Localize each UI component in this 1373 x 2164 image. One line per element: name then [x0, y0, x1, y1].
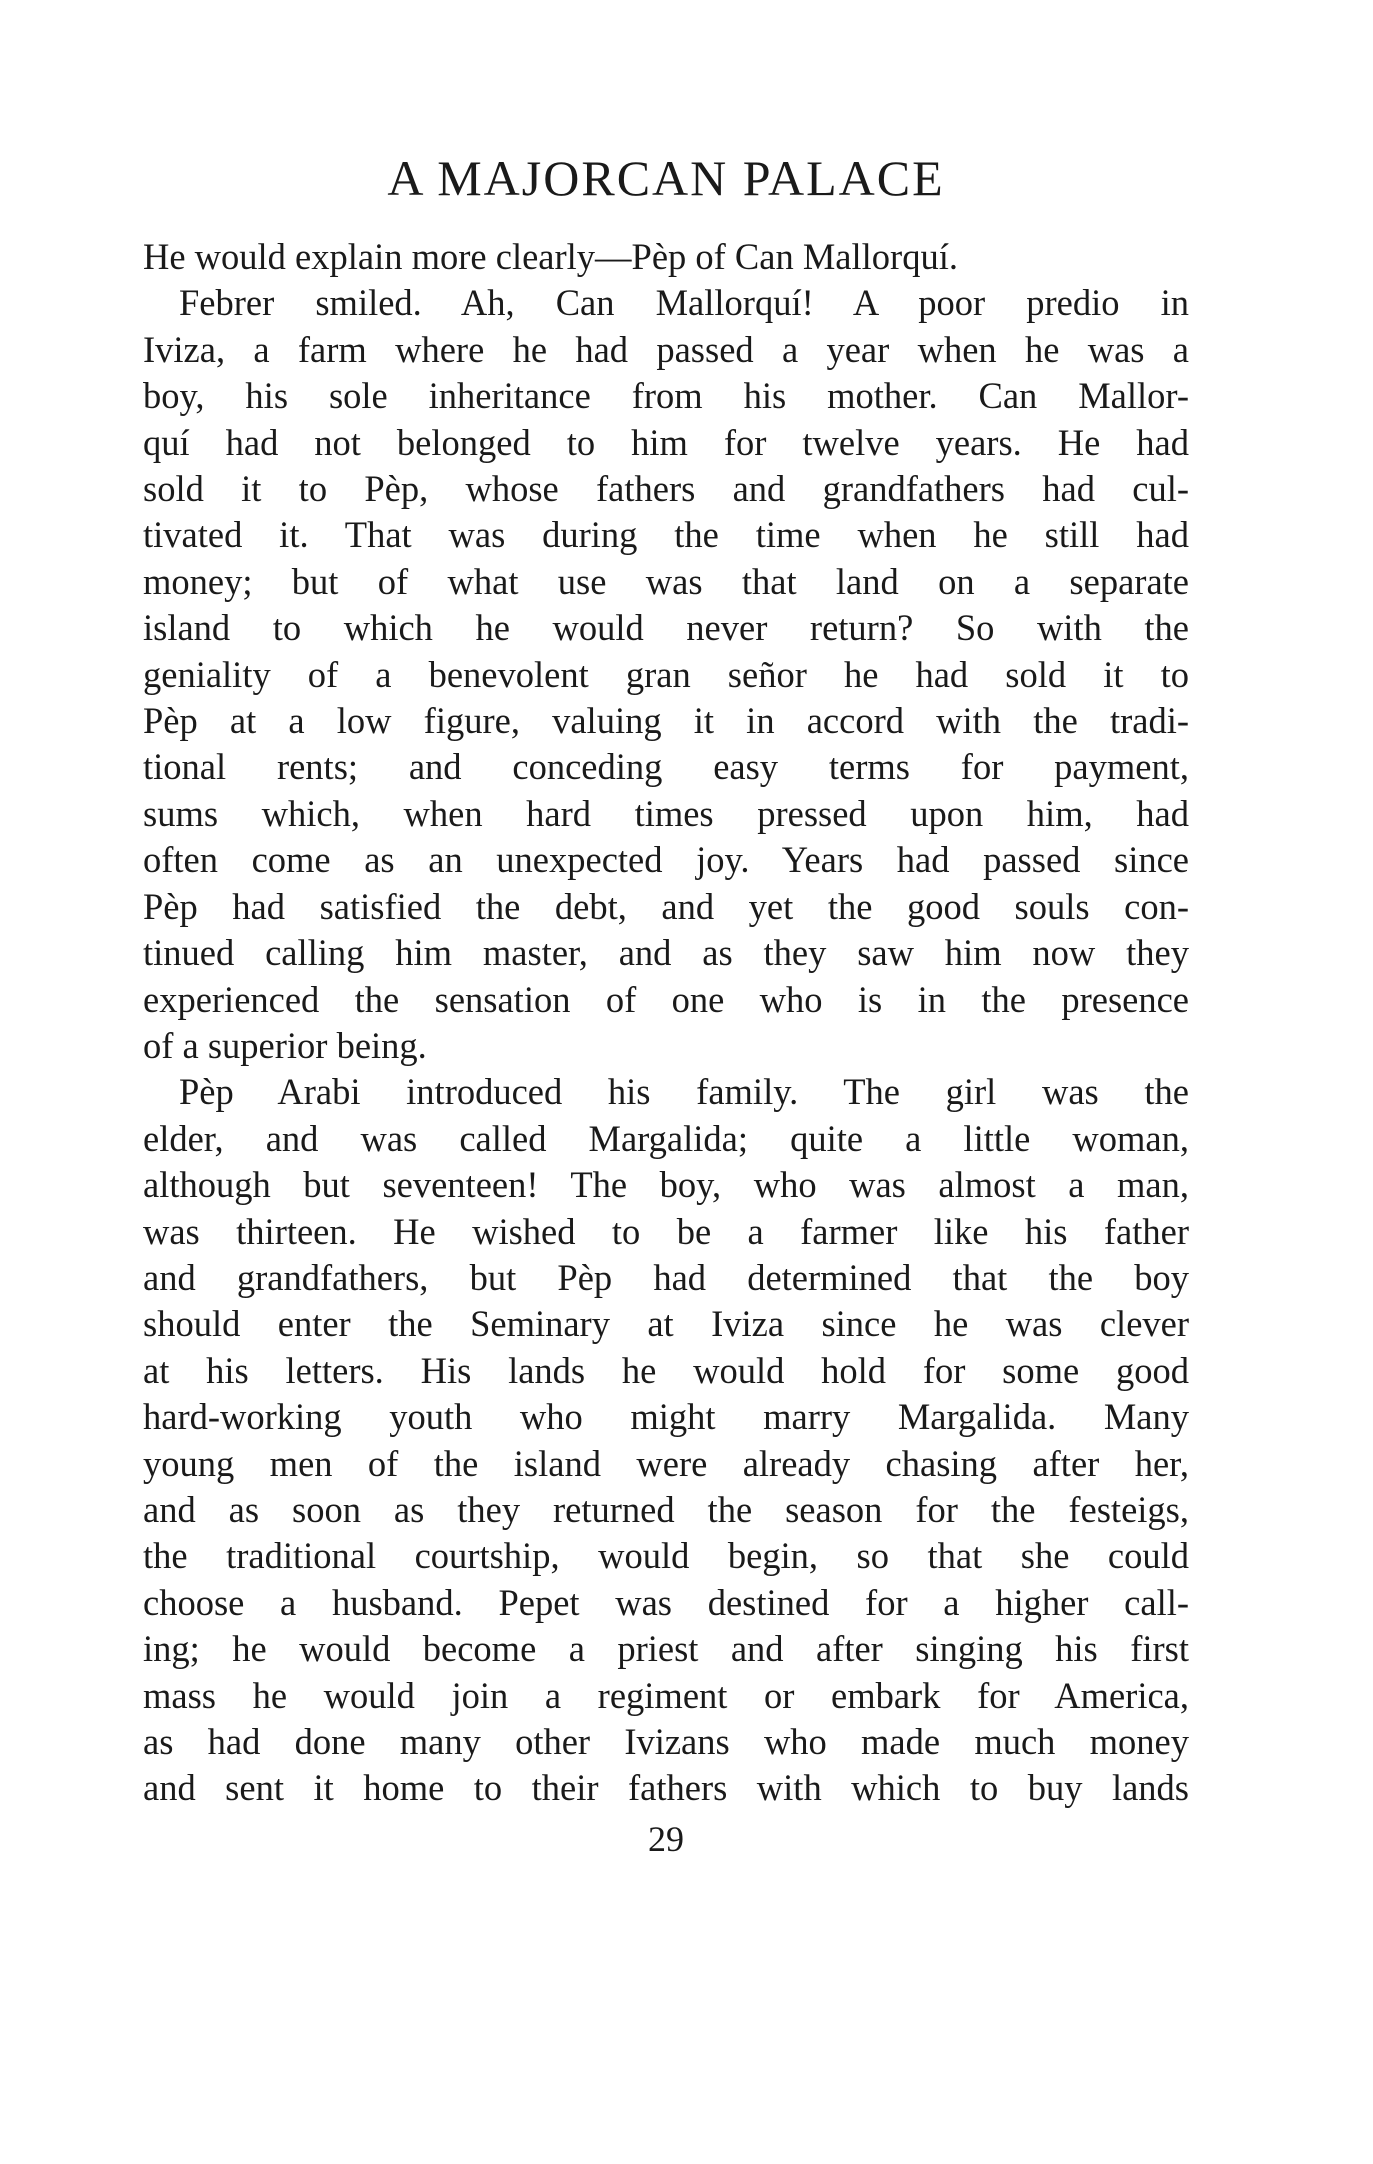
- running-head: A MAJORCAN PALACE: [387, 150, 945, 206]
- text-line: choose a husband. Pepet was destined for a higher call-: [143, 1581, 1189, 1623]
- text-line: young men of the island were already chasing after her,: [143, 1442, 1189, 1484]
- text-line: tional rents; and conceding easy terms for payment,: [143, 746, 1189, 788]
- text-line: was thirteen. He wished to be a farmer like his father: [143, 1210, 1189, 1252]
- page-number: 29: [648, 1818, 684, 1859]
- text-line: Pèp had satisfied the debt, and yet the good souls con-: [143, 885, 1189, 927]
- text-line: elder, and was called Margalida; quite a little woman,: [143, 1117, 1189, 1159]
- text-line: and grandfathers, but Pèp had determined that the boy: [143, 1256, 1189, 1298]
- book-page: [143, 148, 1189, 1862]
- text-line: hard-working youth who might marry Margalida. Many: [143, 1396, 1189, 1438]
- text-line: He would explain more clearly—Pèp of Can Mallorquí.: [143, 236, 958, 277]
- text-line: experienced the sensation of one who is in the presence: [143, 978, 1189, 1020]
- text-line: often come as an unexpected joy. Years had passed since: [143, 839, 1189, 881]
- paragraph: [143, 234, 1189, 280]
- text-line: ing; he would become a priest and after singing his first: [143, 1628, 1189, 1670]
- text-line: quí had not belonged to him for twelve years. He had: [143, 421, 1189, 463]
- text-line: and sent it home to their fathers with which to buy lands: [143, 1767, 1189, 1809]
- text-line: geniality of a benevolent gran señor he had sold it to: [143, 653, 1189, 695]
- text-line: of a superior being.: [143, 1024, 427, 1066]
- text-line: boy, his sole inheritance from his mother. Can Mallor-: [143, 375, 1189, 417]
- text-line: Febrer smiled. Ah, Can Mallorquí! A poor predio in: [179, 282, 1189, 324]
- text-line: and as soon as they returned the season for the festeigs,: [143, 1488, 1189, 1530]
- text-line: tinued calling him master, and as they saw him now they: [143, 932, 1189, 974]
- text-line: although but seventeen! The boy, who was almost a man,: [143, 1164, 1189, 1206]
- text-line: island to which he would never return? So with the: [143, 607, 1189, 649]
- text-line: Pèp Arabi introduced his family. The girl was the: [179, 1071, 1189, 1113]
- text-line: sold it to Pèp, whose fathers and grandfathers had cul-: [143, 468, 1189, 510]
- text-line: tivated it. That was during the time when he still had: [143, 514, 1189, 556]
- paragraph: [143, 280, 1189, 1069]
- text-line: as had done many other Ivizans who made much money: [143, 1721, 1189, 1762]
- text-line: Pèp at a low figure, valuing it in accord with the tradi-: [143, 700, 1189, 742]
- text-line: should enter the Seminary at Iviza since he was clever: [143, 1303, 1189, 1345]
- body-text: [143, 234, 1189, 1812]
- text-line: sums which, when hard times pressed upon him, had: [143, 792, 1189, 834]
- text-line: money; but of what use was that land on a separate: [143, 560, 1189, 602]
- text-line: mass he would join a regiment or embark for America,: [143, 1674, 1189, 1716]
- text-line: at his letters. His lands he would hold for some good: [143, 1349, 1189, 1391]
- text-line: Iviza, a farm where he had passed a year when he was a: [143, 328, 1189, 370]
- paragraph: [143, 1069, 1189, 1812]
- text-line: the traditional courtship, would begin, so that she could: [143, 1535, 1189, 1577]
